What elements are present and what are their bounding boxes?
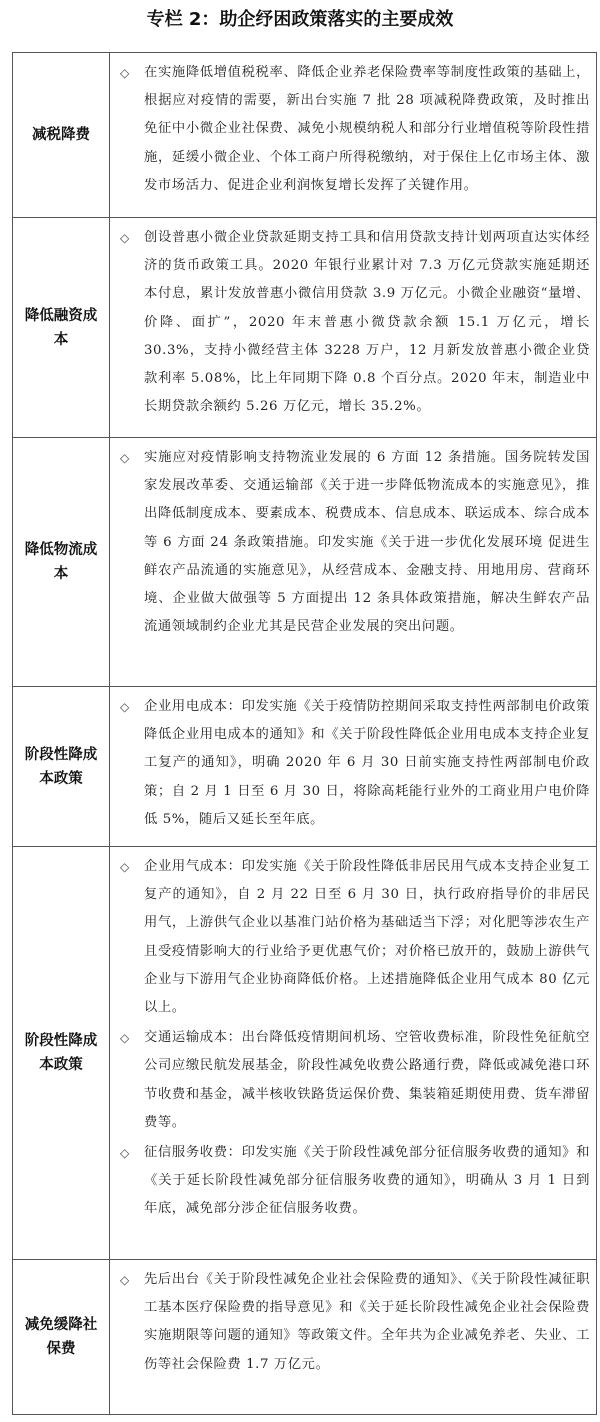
list-item	[120, 693, 590, 834]
diamond-bullet-icon: ◇	[120, 700, 130, 714]
diamond-bullet-icon: ◇	[120, 1146, 130, 1161]
row-content	[110, 847, 596, 1259]
row-content	[110, 53, 596, 217]
list-item	[120, 1024, 590, 1137]
diamond-bullet-icon: ◇	[120, 1273, 130, 1287]
item-text: 企业用气成本：印发实施《关于阶段性降低非居民用气成本支持企业复工复产的通知》，自 2 月 22 日至 6 月 30 日，执行政府指导价的非居民用气，上游供气企业以基准门站价格为基础适当下浮；对化肥等涉农生产且受疫情影响大的行业给予更优惠气价；对价格已放开的，鼓励上游供气企业与下游用气企业协商降低价格。上述措施降低企业用气成本 80 亿元以上。	[144, 859, 590, 1016]
item-text: 创设普惠小微企业贷款延期支持工具和信用贷款支持计划两项直达实体经济的货币政策工具。2020 年银行业累计对 7.3 万亿元贷款实施延期还本付息，累计发放普惠小微信用贷款 3.9 万亿元。小微企业融资“量增、价降、面扩”，2020 年末普惠小微贷款余额 15.1 万亿元，增长 30.3%，支持小微经营主体 3228 万户，12 月新发放普惠小微企业贷款利率 5.08%，比上年同期下降 0.8 个百分点。2020 年末，制造业中长期贷款余额约 5.26 万亿元，增长 35.2%。	[144, 230, 590, 415]
row-label: 阶段性降成本政策	[13, 847, 110, 1259]
row-content	[110, 687, 596, 846]
row-label: 阶段性降成本政策	[13, 687, 110, 846]
table-row	[13, 846, 596, 1259]
diamond-bullet-icon: ◇	[120, 451, 130, 465]
list-item	[120, 1139, 590, 1224]
row-content	[110, 1260, 596, 1414]
page-title: 专栏 2：助企纾困政策落实的主要成效	[146, 9, 454, 30]
policy-table	[12, 52, 597, 1415]
item-text: 企业用电成本：印发实施《关于疫情防控期间采取支持性两部制电价政策 降低企业用电成本的通知》和《关于阶段性降低企业用电成本支持企业复工复产的通知》，明确 2020 年 6 月 30 日前实施支持性两部制电价政策；自 2 月 1 日至 6 月 30 日，将除高耗能行业外的工商业用户电价降低 5%，随后又延长至年底。	[144, 699, 590, 827]
item-text: 先后出台《关于阶段性减免企业社会保险费的通知》、《关于阶段性减征职工基本医疗保险费的指导意见》和《关于延长阶段性减免企业社会保险费实施期限等问题的通知》等政策文件。全年共为企业减免养老、失业、工伤等社会保险费 1.7 万亿元。	[144, 1272, 590, 1372]
table-row	[13, 1259, 596, 1414]
table-row	[13, 686, 596, 846]
diamond-bullet-icon: ◇	[120, 1031, 130, 1046]
row-label: 降低融资成本	[13, 218, 110, 437]
list-item	[120, 1266, 590, 1379]
table-row	[13, 53, 596, 217]
list-item	[120, 59, 590, 200]
list-item	[120, 224, 590, 421]
row-content	[110, 218, 596, 437]
diamond-bullet-icon: ◇	[120, 231, 130, 245]
diamond-bullet-icon: ◇	[120, 66, 130, 80]
row-label: 减税降费	[13, 53, 110, 217]
item-text: 在实施降低增值税税率、降低企业养老保险费率等制度性政策的基础上，根据应对疫情的需要，新出台实施 7 批 28 项减税降费政策，及时推出免征中小微企业社保费、减免小规模纳税人和部分行业增值税等阶段性措施，延缓小微企业、个体工商户所得税缴纳，对于保住上亿市场主体、激发市场活力、促进企业利润恢复增长发挥了关键作用。	[144, 65, 590, 193]
item-text: 征信服务收费：印发实施《关于阶段性减免部分征信服务收费的通知》和《关于延长阶段性减免部分征信服务收费的通知》，明确从 3 月 1 日到年底，减免部分涉企征信服务收费。	[144, 1145, 590, 1217]
list-item	[120, 444, 590, 641]
row-content	[110, 438, 596, 686]
list-item	[120, 853, 590, 1022]
table-row	[13, 437, 596, 686]
item-text: 实施应对疫情影响支持物流业发展的 6 方面 12 条措施。国务院转发国家发展改革委、交通运输部《关于进一步降低物流成本的实施意见》，推出降低制度成本、要素成本、税费成本、信息成本、联运成本、综合成本等 6 方面 24 条政策措施。印发实施《关于进一步优化发展环境 促进生鲜农产品流通的实施意见》，从经营成本、金融支持、用地用房、营商环境、企业做大做强等 5 方面提出 12 条具体政策措施，解决生鲜农产品流通领域制约企业尤其是民营企业发展的突出问题。	[144, 450, 590, 635]
diamond-bullet-icon: ◇	[120, 860, 130, 874]
row-label: 降低物流成本	[13, 438, 110, 686]
row-label: 减免缓降社保费	[13, 1260, 110, 1414]
item-text: 交通运输成本：出台降低疫情期间机场、空管收费标准，阶段性免征航空公司应缴民航发展基金，阶段性减免收费公路通行费，降低或减免港口环节收费和基金，减半核收铁路货运保价费、集装箱延期使用费、货车滞留费等。	[144, 1030, 590, 1130]
table-row	[13, 217, 596, 437]
